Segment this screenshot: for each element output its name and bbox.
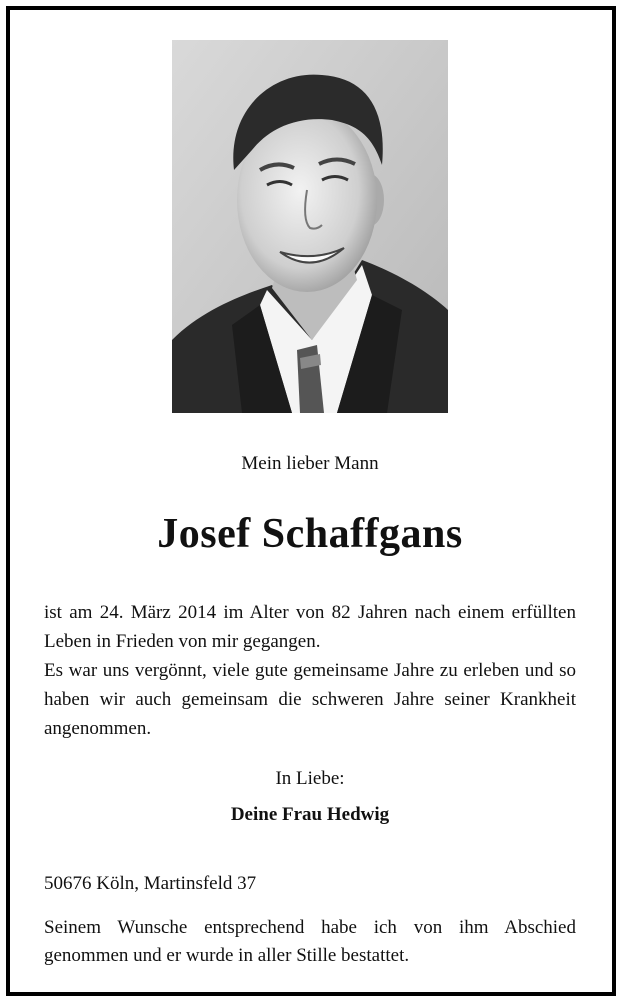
mourner-address: 50676 Köln, Martinsfeld 37 <box>44 873 257 894</box>
signature-greeting: In Liebe: <box>275 768 345 789</box>
notice-body <box>44 598 576 743</box>
signer-name: Deine Frau Hedwig <box>230 804 390 825</box>
closing-note <box>44 914 576 970</box>
notice-paragraph: ist am 24. März 2014 im Alter von 82 Jahren nach einem erfüllten Leben in Frieden von mir gegangen. <box>44 602 576 652</box>
closing-paragraph: Seinem Wunsche entsprechend habe ich von ihm Abschied genommen und er wurde in aller Stille bestattet. <box>44 917 576 966</box>
intro-text: Mein lieber Mann <box>241 453 379 474</box>
notice-paragraph: Es war uns vergönnt, viele gute gemeinsame Jahre zu erleben und so haben wir auch gemeinsam die schweren Jahre seiner Krankheit angenommen. <box>44 660 576 739</box>
deceased-name: Josef Schaffgans <box>157 511 463 557</box>
portrait-photo <box>172 40 448 413</box>
